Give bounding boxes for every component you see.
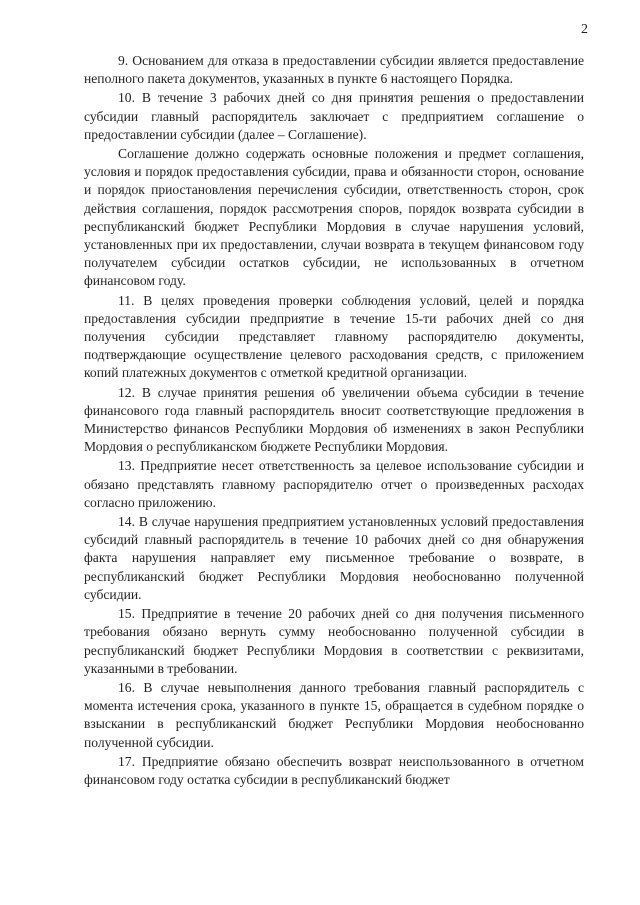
paragraph-15: 15. Предприятие в течение 20 рабочих дней со дня получения письменного требования обязано вернуть сумму необоснованно полученной субсидии в республиканский бюджет Республики Мордовия в соответствии с реквизитами, указанными в требовании.	[84, 606, 584, 676]
page-number: 2	[581, 22, 588, 37]
paragraph-12: 12. В случае принятия решения об увеличении объема субсидии в течение финансового года главный распорядитель вносит соответствующие предложения в Министерство финансов Республики Мордовия об изменениях в закон Республики Мордовия о республиканском бюджете Республики Мордовия.	[84, 384, 584, 455]
paragraph-17: 17. Предприятие обязано обеспечить возврат неиспользованного в отчетном финансовом году остатка субсидии в республиканский бюджет	[84, 753, 584, 787]
paragraph-16: 16. В случае невыполнения данного требования главный распорядитель с момента истечения срока, указанного в пункте 15, обращается в судебном порядке о взыскании в республиканский бюджет Республики Мордовия необоснованно полученной субсидии.	[84, 679, 584, 750]
document-body	[84, 52, 584, 790]
paragraph-9: 9. Основанием для отказа в предоставлении субсидии является предоставление неполного пакета документов, указанных в пункте 6 настоящего Порядка.	[84, 53, 584, 87]
paragraph-13: 13. Предприятие несет ответственность за целевое использование субсидии и обязано представлять главному распорядителю отчет о произведенных расходах согласно приложению.	[84, 458, 584, 510]
paragraph-11: 11. В целях проведения проверки соблюдения условий, целей и порядка предоставления субсидии предприятие в течение 15-ти рабочих дней со дня получения субсидии представляет главному распорядителю документы, подтверждающие осуществление целевого расходования средств, с приложением копий платежных документов с отметкой кредитной организации.	[84, 292, 584, 381]
paragraph-agreement-contents: Соглашение должно содержать основные положения и предмет соглашения, условия и порядок предоставления субсидии, права и обязанности сторон, основание и порядок приостановления перечисления субсидии, ответственность сторон, срок действия соглашения, порядок рассмотрения споров, порядок возврата субсидии в республиканский бюджет Республики Мордовия в случае нарушения условий, установленных при их предоставлении, случаи возврата в текущем финансовом году получателем субсидии остатков субсидии, не использованных в отчетном финансовом году.	[84, 146, 584, 289]
paragraph-14: 14. В случае нарушения предприятием установленных условий предоставления субсидий главный распорядитель в течение 10 рабочих дней со дня обнаружения факта нарушения направляет ему письменное требование о возврате, в республиканский бюджет Республики Мордовия необоснованно полученной субсидии.	[84, 514, 584, 602]
paragraph-10: 10. В течение 3 рабочих дней со дня принятия решения о предоставлении субсидии главный распорядитель заключает с предприятием соглашение о предоставлении субсидии (далее – Соглашение).	[84, 90, 584, 142]
